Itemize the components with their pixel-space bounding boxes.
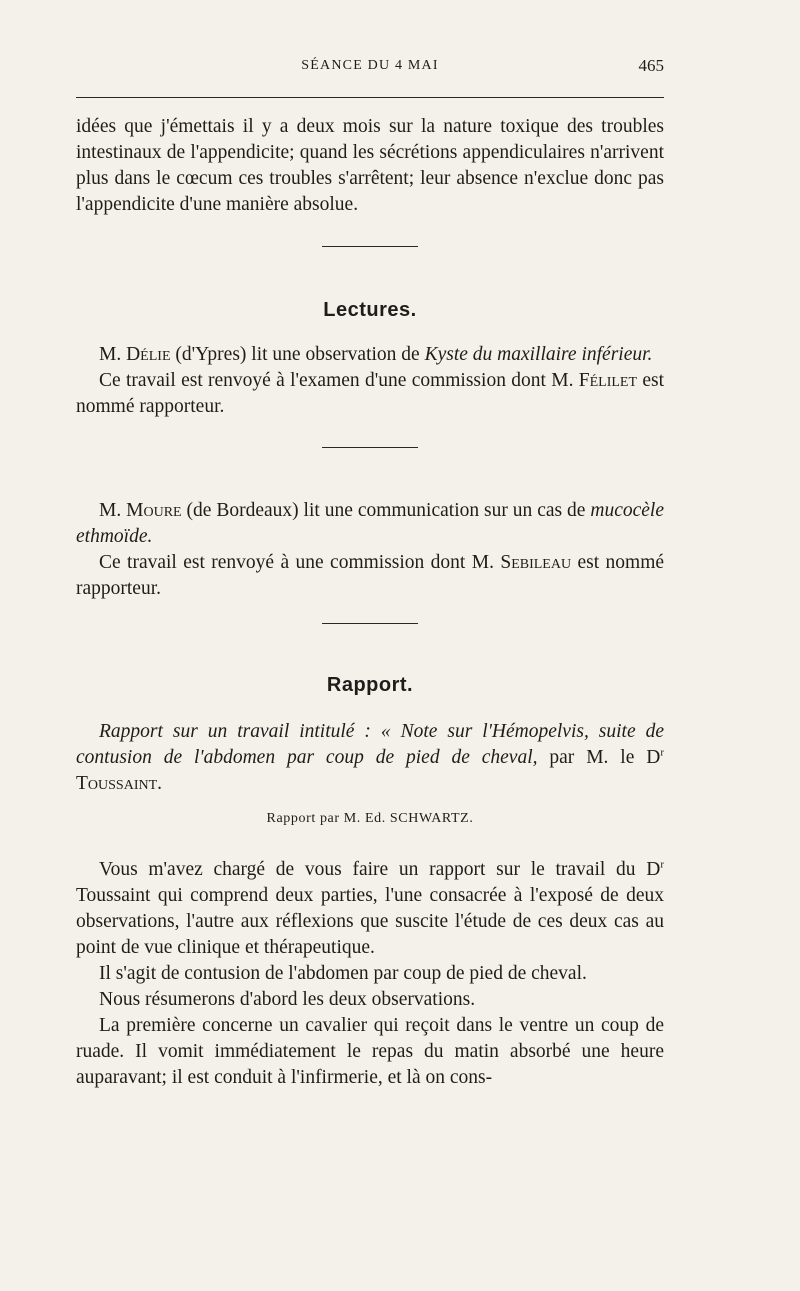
running-head: SÉANCE DU 4 MAI (301, 58, 439, 73)
report-paragraph-2: Il s'agit de contusion de l'abdomen par coup de pied de cheval. (99, 963, 587, 984)
lecture-item-1 (76, 342, 664, 368)
section-title-lectures: Lectures. (323, 299, 417, 321)
page-number: 465 (638, 56, 664, 75)
rapporteur-name: Félilet (578, 370, 638, 391)
work-title: mucocèle ethmoïde. (76, 500, 664, 547)
mister-abbrev: M. (99, 500, 122, 521)
author-name: Moure (126, 500, 182, 521)
report-paragraph-1: Vous m'avez chargé de vous faire un rapport sur le travail du $D^r$ Toussaint qui comprend deux parties, l'une consacrée à l'exposé de deux observations, l'autre aux réflexions que suscite l'étude de ces deux cas au point de vue clinique et thérapeutique. (76, 858, 665, 958)
mister-abbrev: M. (471, 552, 494, 573)
rapport-heading: Rapport sur un travail intitulé : « Note sur l'Hémopelvis, suite de contusion de l'abdomen par coup de pied de cheval, par M. le $D^r$ Toussaint. (76, 721, 665, 794)
continuation-paragraph: idées que j'émettais il y a deux mois sur la nature toxique des troubles intestinaux de l'appendicite; quand les sécrétions appendiculaires n'arrivent plus dans le cœcum ces troubles s'arrêtent; leur absence n'exclue donc pas l'appendicite d'une manière absolue. (76, 116, 664, 215)
lecture-item-2 (76, 498, 664, 550)
report-paragraph-3: Nous résumerons d'abord les deux observations. (99, 989, 476, 1010)
report-byline: Rapport par M. Ed. SCHWARTZ. (266, 811, 474, 826)
body-text (76, 114, 664, 1091)
page-header (76, 56, 664, 80)
lecture-referral-1: Ce travail est renvoyé à l'examen d'une commission dont M. Félilet est nommé rapporteur. (76, 370, 665, 417)
header-rule (76, 97, 664, 98)
lecture-referral-2: Ce travail est renvoyé à une commission dont M. Sebileau est nommé rapporteur. (76, 552, 665, 599)
author-name: Délie (126, 344, 171, 365)
author-origin: (d'Ypres) lit une observation de (175, 344, 420, 365)
rapporteur-name: Sebileau (500, 552, 572, 573)
work-title: Kyste du maxillaire inférieur. (424, 344, 653, 365)
mister-abbrev: M. (99, 344, 122, 365)
author-origin: (de Bordeaux) lit une communication sur un cas de (186, 500, 586, 521)
mister-abbrev: M. (551, 370, 574, 391)
report-author: Toussaint. (76, 773, 163, 794)
report-paragraph-4: La première concerne un cavalier qui reçoit dans le ventre un coup de ruade. Il vomit immédiatement le repas du matin absorbé une heure auparavant; il est conduit à l'infirmerie, et là on cons- (76, 1015, 664, 1088)
section-title-rapport: Rapport. (326, 674, 414, 696)
